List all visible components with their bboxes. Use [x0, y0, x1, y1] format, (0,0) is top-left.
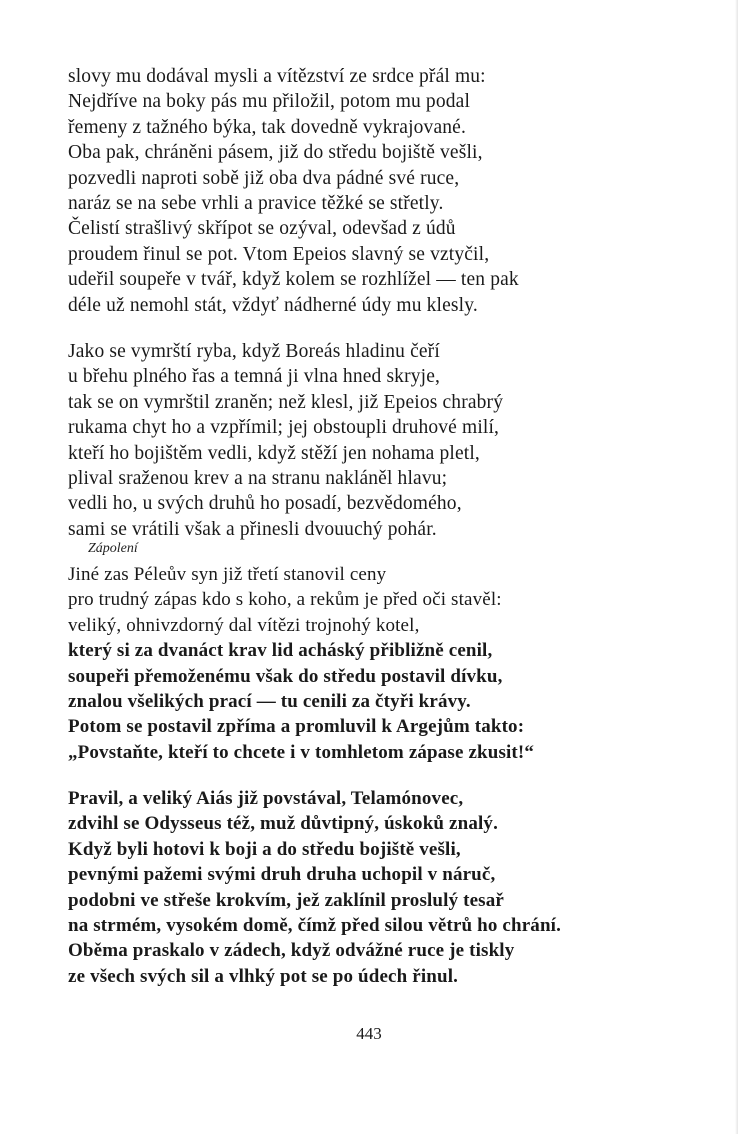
verse-line: Oba pak, chráněni pásem, již do středu bojiště vešli, [68, 142, 483, 164]
verse-line: řemeny z tažného býka, tak dovedně vykrajované. [68, 116, 466, 138]
verse-line: znalou všelikých prací — tu cenili za čtyři krávy. [68, 690, 471, 712]
verse-line: podobni ve střeše krokvím, jež zaklínil proslulý tesař [68, 889, 504, 911]
verse-line: Nejdříve na boky pás mu přiložil, potom mu podal [68, 91, 471, 113]
verse-line: na strmém, vysokém domě, čímž před silou větrů ho chrání. [68, 914, 562, 936]
verse-line: který si za dvanáct krav lid acháský přibližně cenil, [68, 640, 493, 662]
verse-line: pro trudný zápas kdo s koho, a rekům je před oči stavěl: [68, 589, 502, 611]
verse-line: Čelistí strašlivý skřípot se ozýval, odevšad z údů [68, 218, 456, 240]
verse-line: Jiné zas Péleův syn již třetí stanovil ceny [68, 564, 387, 585]
stanza-1 [68, 64, 728, 318]
verse-line: déle už nemohl stát, vždyť nádherné údy mu klesly. [68, 294, 478, 316]
verse-line: zdvihl se Odysseus též, muž důvtipný, úskoků znalý. [68, 813, 498, 835]
stanza-2 [68, 339, 728, 542]
verse-line: soupeři přemoženému však do středu postavil dívku, [68, 665, 503, 687]
verse-line: naráz se na sebe vrhli a pravice těžké se střetly. [68, 192, 444, 214]
verse-line: rukama chyt ho a vzpřímil; jej obstoupli druhové milí, [68, 417, 500, 439]
verse-line: veliký, ohnivzdorný dal vítězi trojnohý kotel, [68, 614, 420, 636]
verse-line: Jako se vymrští ryba, když Boreás hladinu čeří [68, 341, 440, 362]
verse-line: sami se vrátili však a přinesli dvouuchý pohár. [68, 518, 437, 540]
verse-line: u břehu plného řas a temná ji vlna hned skryje, [68, 366, 441, 388]
stanza-4 [68, 786, 728, 989]
verse-line: „Povstaňte, kteří to chcete i v tomhletom zápase zkusit!“ [68, 741, 535, 763]
verse-line: Když byli hotovi k boji a do středu bojiště vešli, [68, 838, 461, 860]
verse-line: pevnými pažemi svými druh druha uchopil v náruč, [68, 864, 496, 886]
verse-line: kteří ho bojištěm vedli, když stěží jen nohama pletl, [68, 442, 480, 464]
stanza-3 [68, 562, 728, 765]
verse-line: tak se on vymrštil zraněn; než klesl, již Epeios chrabrý [68, 391, 504, 413]
verse-line: plival sraženou krev a na stranu nakláněl hlavu; [68, 467, 448, 489]
page-number: 443 [356, 1024, 382, 1043]
verse-line: pozvedli naproti sobě již oba dva pádné své ruce, [68, 167, 460, 189]
verse-line: udeřil soupeře v tvář, když kolem se rozhlížel — ten pak [68, 269, 519, 291]
verse-line: vedli ho, u svých druhů ho posadí, bezvědomého, [68, 493, 462, 515]
verse-line: Potom se postavil zpříma a promluvil k Argejům takto: [68, 716, 525, 738]
verse-line: slovy mu dodával mysli a vítězství ze srdce přál mu: [68, 66, 486, 87]
verse-line: ze všech svých sil a vlhký pot se po údech řinul. [68, 965, 459, 987]
section-heading: Zápolení [88, 541, 138, 556]
verse-line: Pravil, a veliký Aiás již povstával, Telamónovec, [68, 788, 464, 809]
verse-line: proudem řinul se pot. Vtom Epeios slavný se vztyčil, [68, 243, 490, 265]
verse-line: Oběma praskalo v zádech, když odvážné ruce je tiskly [68, 940, 515, 962]
